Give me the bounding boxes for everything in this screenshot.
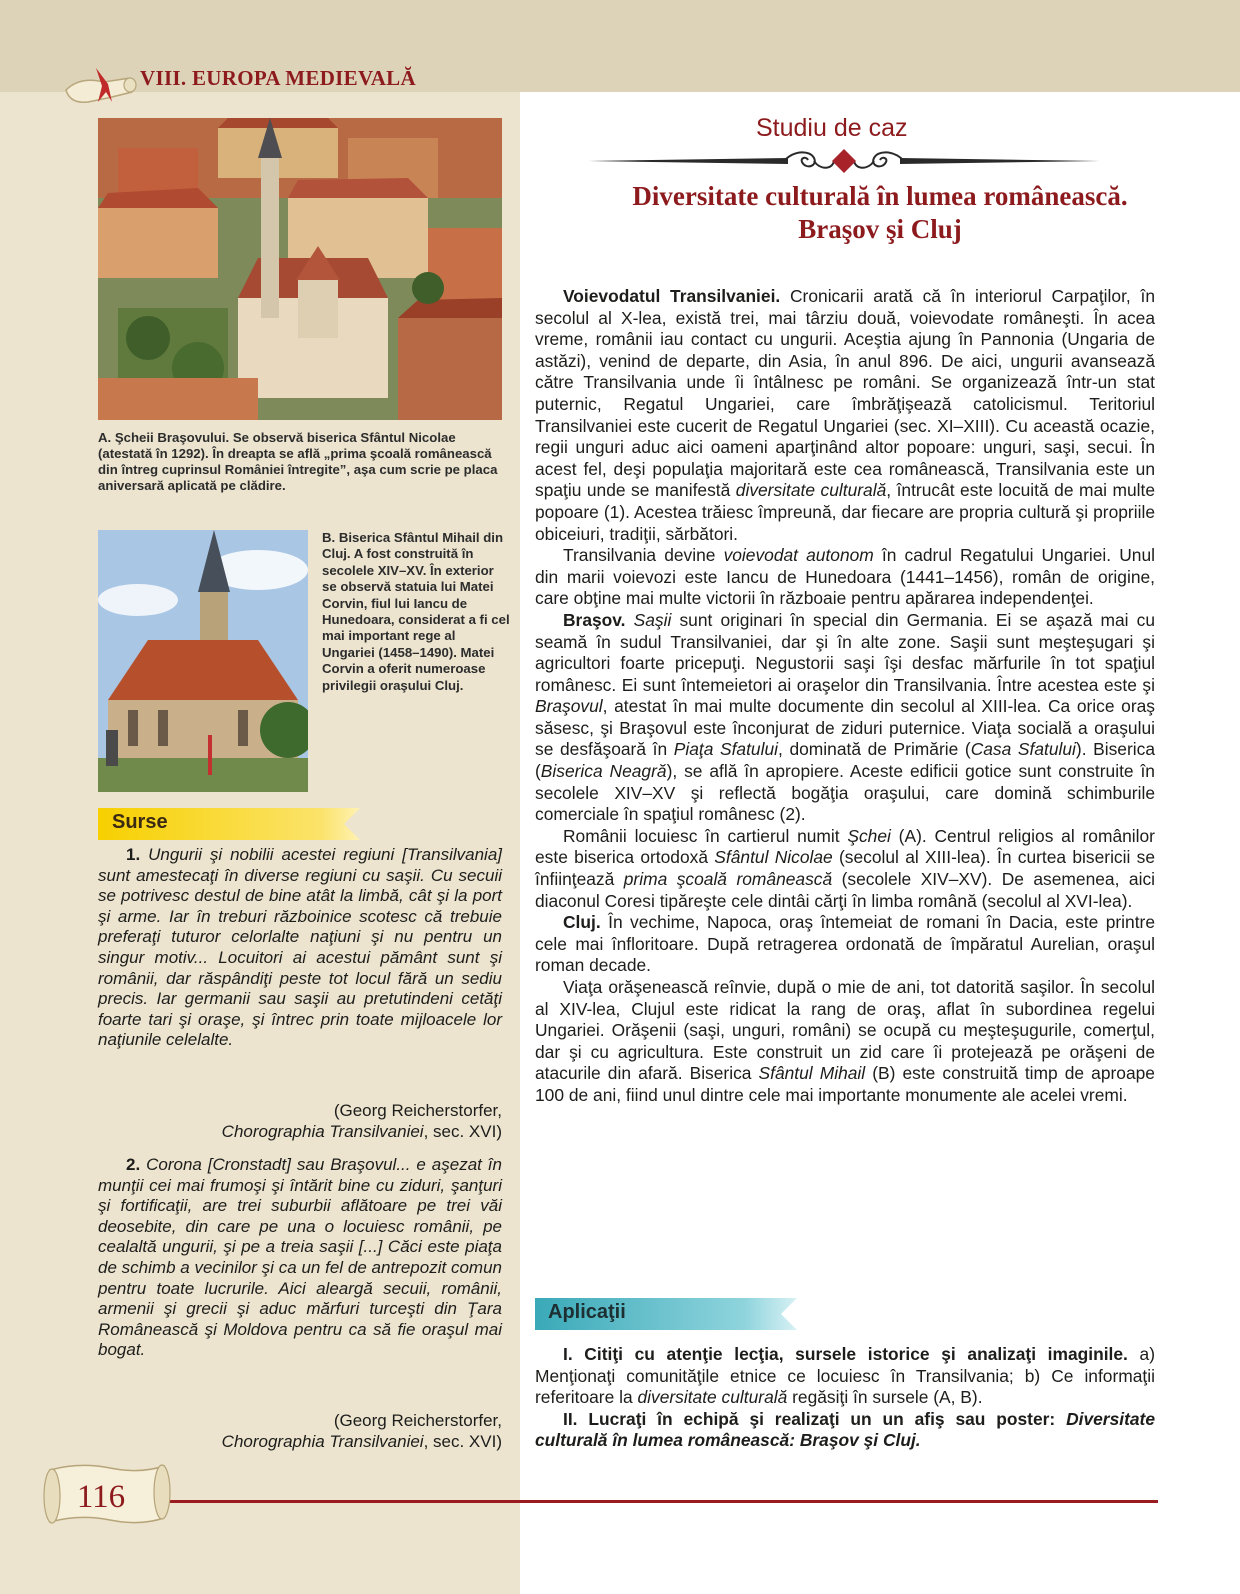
aplicatii-heading: Aplicaţii	[548, 1301, 626, 1323]
paragraph-cluj-medieval	[535, 977, 1155, 1107]
emphasis-text: diversitate culturală	[637, 1387, 788, 1408]
task-lead: I. Citiţi cu atenţie lecţia, sursele istorice şi analizaţi imaginile.	[563, 1344, 1128, 1364]
paragraph-cluj	[535, 912, 1155, 977]
lesson-title-line-1: Diversitate culturală în lumea românească.	[632, 181, 1128, 211]
paragraph-text: (secolele XIV–XV). De asemenea, aici diaconul Coresi tipăreşte cele dintâi cărţi în limba română (secolul al XVI-lea).	[535, 869, 1155, 911]
task-text: a) Menţionaţi comunităţile etnice ce locuiesc în Transilvania; b) Ce informaţii referitoare la	[535, 1344, 1156, 1408]
emphasis-text: diversitate culturală	[735, 480, 887, 501]
photo-schei-brasov	[98, 118, 502, 420]
emphasis-text: Piaţa Sfatului	[673, 739, 779, 760]
paragraph-text: Românii locuiesc în cartierul numit	[563, 825, 848, 846]
paragraph-text: , întrucât este locuită de mai multe popoare (1). Acestea trăiesc împreună, dar fiecare are propria cultură şi propriile obiceiuri, tradiţii, sărbători.	[535, 480, 1156, 544]
source-1-text	[98, 845, 502, 1051]
paragraph-text: în cadrul Regatului Ungariei. Unul din marii voievozi este Iancu de Hunedoara (1441–1456), român de origine, care obţine mai multe victorii în războaie pentru apărarea independenţei.	[535, 545, 1155, 609]
paragraph-schei	[535, 826, 1155, 912]
emphasis-text: voievodat autonom	[723, 545, 874, 566]
chapter-title: VIII. EUROPA MEDIEVALĂ	[140, 66, 416, 90]
source-2-work: Chorographia Transilvaniei	[221, 1432, 424, 1451]
emphasis-text: Sfântul Nicolae	[714, 847, 833, 868]
source-2-text	[98, 1155, 502, 1361]
source-2-century: , sec. XVI)	[423, 1432, 502, 1451]
source-1-body: Ungurii şi nobilii acestei regiuni [Transilvania] sunt amestecaţi în diverse regiuni cu saşii. Cu secuii se potrivesc destul de bine atât la limbă, cât şi la port şi arme. Iar în treburi războinice scotesc că trebuie preferaţi tuturor celorlalte naţiuni şi nu pentru un singur motiv... Locuitori ai acestui pământ sunt şi românii, dar răspândiţi peste tot locul fără un sediu precis. Iar germanii sau saşii au pretutindeni cetăţi foarte tari şi oraşe, şi întrec prin toate mijloacele lor naţiunile celelalte.	[98, 845, 502, 1050]
task-2	[535, 1409, 1155, 1452]
source-1-century: , sec. XVI)	[423, 1122, 502, 1141]
ornament-divider-icon	[588, 146, 1100, 176]
paragraph-brasov	[535, 610, 1155, 826]
emphasis-text: Casa Sfatului	[970, 739, 1076, 760]
scroll-ribbon-icon	[60, 62, 140, 110]
source-2-author: (Georg Reicherstorfer,	[333, 1411, 502, 1430]
source-1-citation	[98, 1100, 502, 1142]
paragraph-text: ). Biserica (	[535, 739, 1156, 782]
task-1	[535, 1344, 1155, 1409]
case-study-label: Studiu de caz	[756, 114, 908, 142]
paragraph-lead: Braşov.	[563, 609, 626, 630]
photo-st-michael-church	[98, 530, 308, 792]
task-lead: II. Lucraţi în echipă şi realizaţi un un afiş sau poster:	[563, 1408, 1067, 1429]
paragraph-text: Viaţa orăşenească reînvie, după o mie de ani, tot datorită saşilor. În secolul al XIV-lea, Clujul este ridicat la rang de oraş, aflat în subordinea regelui Ungariei. Orăşenii (saşi, unguri, români) se ocupă cu meşteşugurile, comerţul, dar şi cu agricultura. Este construit un zid care îi protejează pe orăşeni de atacurile din afară. Biserica	[535, 977, 1155, 1084]
paragraph-text: (B) este construită timp de aproape 100 de ani, fiind unul dintre cele mai importante monumente ale acelei vremi.	[535, 1063, 1155, 1105]
paragraph-voievodat	[535, 286, 1155, 545]
paragraph-text: , atestat în mai multe documente din secolul al XIII-lea. Ca orice oraş săsesc, şi Braşovul este înconjurat de ziduri puternice. Viaţa socială a oraşului se desfăşoară în	[535, 696, 1155, 760]
source-1-number: 1.	[126, 845, 141, 864]
page-number: 116	[76, 1479, 126, 1515]
lesson-body	[535, 286, 1155, 1107]
paragraph-text: (A). Centrul religios al românilor este biserica ortodoxă	[535, 825, 1155, 868]
paragraph-text: sunt originari în special din Germania. Ei se aşază mai cu seamă în sudul Transilvaniei, dar şi în alte zone. Saşii sunt meşteşugari şi agricultori foarte pricepuţi. Negustorii saşi îşi desfac mărfurile în tot spaţiul românesc. Ei sunt întemeietori ai oraşelor din Transilvania. Între acestea este şi	[535, 609, 1155, 695]
paragraph-lead: Voievodatul Transilvaniei.	[563, 286, 781, 306]
paragraph-text: , dominată de Primărie (	[778, 739, 971, 760]
source-1-author: (Georg Reicherstorfer,	[333, 1101, 502, 1120]
source-2-body: Corona [Cronstadt] sau Braşovul... e aşezat în munţii cei mai frumoşi şi întărit bine cu ziduri, şanţuri şi fortificaţii, are trei suburbii aflătoare pe trei văi deosebite, din care pe una o locuiesc românii, pe cealaltă ungurii, şi pe a treia saşii [...] Căci este piaţa de schimb a vecinilor şi ca un fel de antrepozit comun pentru toate lucrurile. Aici aleargă secuii, românii, armenii şi grecii şi aduc mărfuri turceşti din Ţara Românească şi Moldova pentru ca să fie oraşul mai bogat.	[98, 1155, 502, 1360]
paragraph-text: ), se află în apropiere. Aceste edificii gotice sunt construite în secolele XIV–XV şi reflectă bogăţia oraşului, care domină schimburile comerciale în spaţiul românesc (2).	[535, 761, 1155, 825]
footer-rule	[168, 1500, 1158, 1503]
emphasis-text: Sfântul Mihail	[758, 1063, 866, 1084]
paragraph-text: În vechime, Napoca, oraş întemeiat de romani în Dacia, este printre cele mai înfloritoare. După retragerea ordonată de împăratul Aurelian, oraşul roman decade.	[535, 912, 1155, 976]
paragraph-text: (secolul al XIII-lea). În curtea bisericii se înfiinţează	[535, 847, 1155, 890]
lesson-title-line-2: Braşov şi Cluj	[798, 214, 962, 244]
paragraph-lead: Cluj.	[563, 912, 601, 933]
surse-heading: Surse	[112, 811, 168, 833]
photo-a-caption: A. Şcheii Braşovului. Se observă biserica Sfântul Nicolae (atestată în 1292). În dreapta se află „prima şcoală românească din întreg cuprinsul României întregite”, aşa cum scrie pe placa aniversară aplicată pe clădire.	[98, 430, 498, 493]
emphasis-text: Saşii	[633, 609, 672, 630]
paragraph-text: Transilvania devine	[563, 545, 724, 566]
source-2-citation	[98, 1410, 502, 1452]
task-text: regăsiţi în sursele (A, B).	[787, 1387, 983, 1408]
source-2-number: 2.	[126, 1155, 141, 1174]
applications-tasks	[535, 1344, 1155, 1452]
emphasis-text: prima şcoală românească	[623, 869, 833, 890]
emphasis-text: Biserica Neagră	[540, 761, 667, 782]
lesson-title	[540, 180, 1220, 246]
source-1-work: Chorographia Transilvaniei	[221, 1122, 424, 1141]
paragraph-voievodat-autonom	[535, 545, 1155, 610]
emphasis-text: Şchei	[847, 825, 891, 846]
emphasis-text: Braşovul	[535, 696, 603, 717]
emphasis-text: Diversitate culturală în lumea românească: Braşov şi Cluj.	[535, 1408, 1155, 1451]
photo-b-caption: B. Biserica Sfântul Mihail din Cluj. A fost construită în secolele XIV–XV. În exterior se observă statuia lui Matei Corvin, fiul lui Iancu de Hunedoara, considerat a fi cel mai important rege al Ungariei (1458–1490). Matei Corvin a oferit numeroase privilegii oraşului Cluj.	[322, 530, 510, 693]
paragraph-text: Cronicarii arată că în interiorul Carpaţilor, în secolul al X-lea, există trei, mai târziu două, voievodate româneşti. În acea vreme, românii iau contact cu ungurii. Aceştia ajung în Pannonia (Ungaria de astăzi), venind de departe, din Asia, în anul 896. De aici, ungurii avansează către Transilvania unde îi întâlnesc pe români. Se organizează într-un stat puternic, Regatul Ungariei, care îmbrăţişează catolicismul. Teritoriul Transilvaniei este cucerit de Regatul Ungariei (sec. XI–XIII). Cu această ocazie, regii unguri aduc aici oameni aparţinând altor popoare: unguri, saşi, secui. În acest fel, deşi populaţia majoritară este cea românească, Transilvania este un spaţiu unde se manifestă	[535, 286, 1155, 501]
